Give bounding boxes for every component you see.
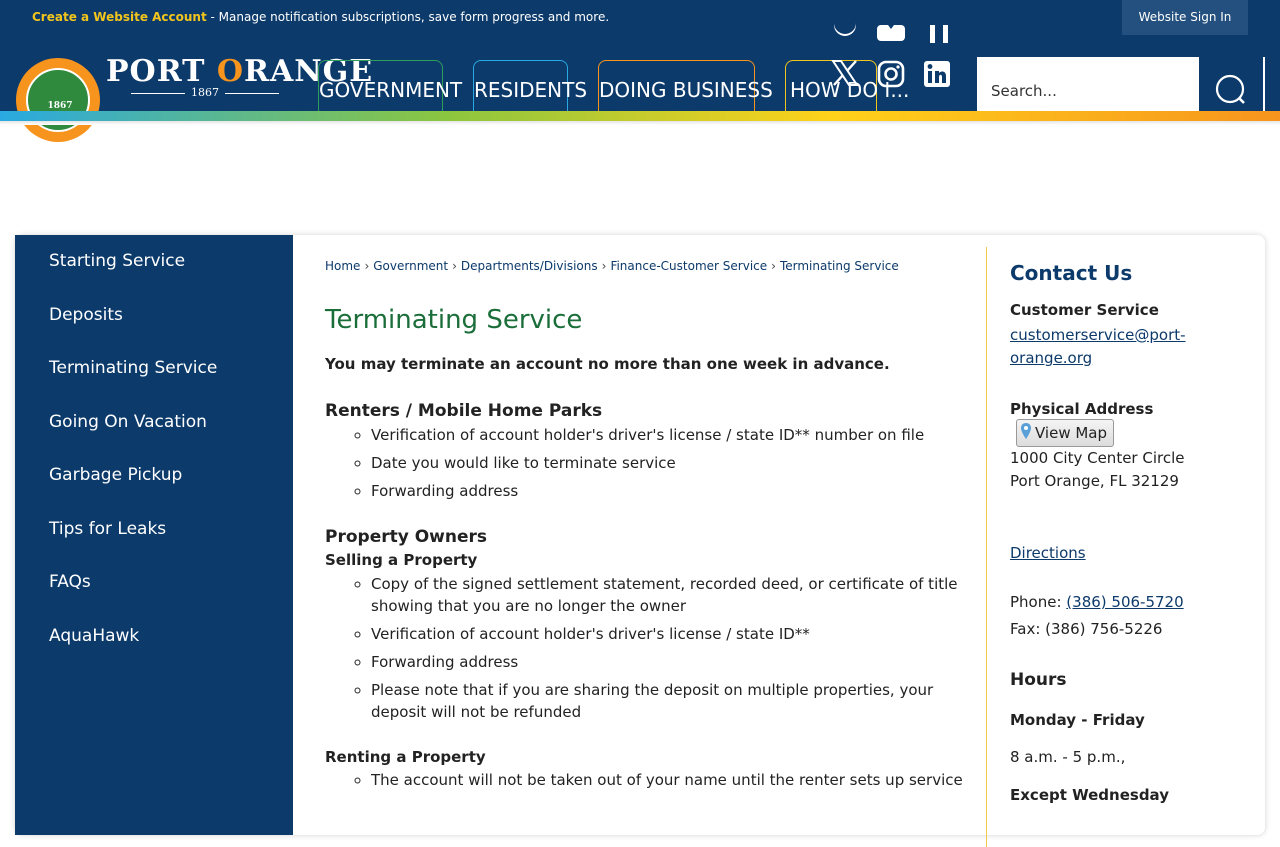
- x-icon[interactable]: [831, 59, 859, 87]
- list-item: ◦ Verification of account holder's driver's license / state ID**: [371, 623, 971, 645]
- selling-list: [371, 573, 971, 729]
- create-account-link[interactable]: Create a Website Account: [32, 10, 207, 24]
- breadcrumb-departments[interactable]: Departments/Divisions: [460, 259, 598, 273]
- address-line-2: Port Orange, FL 32129: [1010, 472, 1179, 490]
- address-label: Physical Address: [1010, 400, 1154, 418]
- site-header: [0, 35, 1280, 111]
- lead-text: You may terminate an account no more than one week in advance.: [325, 355, 890, 373]
- stripe-shadow: [0, 121, 1280, 125]
- nav-doing-business[interactable]: DOING BUSINESS: [598, 60, 755, 119]
- youtube-icon[interactable]: [877, 25, 905, 43]
- city-logo[interactable]: [14, 54, 374, 136]
- address-line-1: 1000 City Center Circle: [1010, 449, 1185, 467]
- facebook-icon[interactable]: [830, 23, 860, 45]
- notification-message: [32, 10, 609, 24]
- hours-except: Except Wednesday: [1010, 786, 1169, 804]
- search-input[interactable]: [991, 77, 1191, 105]
- owners-heading: Property Owners: [325, 527, 488, 547]
- main-card: [15, 235, 1265, 835]
- renting-heading: Renting a Property: [325, 748, 486, 766]
- list-item: ◦ Copy of the signed settlement statement, recorded deed, or certificate of title showing that you are no longer the owner: [371, 573, 971, 617]
- breadcrumb-home[interactable]: Home: [325, 259, 361, 273]
- phone-link[interactable]: (386) 506-5720: [1066, 593, 1184, 611]
- nav-government[interactable]: GOVERNMENT: [318, 60, 443, 119]
- sidenav-garbage-pickup[interactable]: Garbage Pickup: [49, 465, 183, 485]
- logo-year: 1867: [106, 86, 304, 99]
- list-item: ◦ Please note that if you are sharing the deposit on multiple properties, your deposit will not be refunded: [371, 679, 971, 723]
- directions-link[interactable]: Directions: [1010, 544, 1086, 562]
- nextdoor-icon[interactable]: [928, 25, 950, 45]
- list-item: ◦ Verification of account holder's driver's license / state ID** number on file: [371, 424, 971, 446]
- notification-bar: [0, 0, 1280, 35]
- hours-title: Hours: [1010, 670, 1067, 690]
- content-divider: [986, 247, 987, 847]
- contact-email-link[interactable]: customerservice@port- orange.org: [1010, 326, 1186, 367]
- sidenav-faqs[interactable]: FAQs: [49, 572, 91, 592]
- list-item: ◦ Date you would like to terminate service: [371, 452, 971, 474]
- fax-line: Fax: (386) 756-5226: [1010, 620, 1163, 638]
- page-title: Terminating Service: [325, 305, 583, 335]
- breadcrumb-current[interactable]: Terminating Service: [779, 259, 899, 273]
- hours-time: 8 a.m. - 5 p.m.,: [1010, 748, 1126, 766]
- city-seal-icon: 1867: [16, 58, 100, 142]
- view-map-button[interactable]: View Map: [1016, 419, 1114, 447]
- notification-text: - Manage notification subscriptions, save form progress and more.: [206, 10, 610, 24]
- instagram-icon[interactable]: [877, 60, 905, 88]
- selling-heading: Selling a Property: [325, 551, 478, 569]
- contact-dept: Customer Service: [1010, 301, 1159, 319]
- phone-line: Phone: (386) 506-5720: [1010, 593, 1184, 611]
- list-item: ◦ The account will not be taken out of your name until the renter sets up service: [371, 769, 971, 791]
- sidenav-deposits[interactable]: Deposits: [49, 305, 123, 325]
- contact-title: Contact Us: [1010, 261, 1133, 285]
- renting-list: [371, 769, 971, 797]
- hours-days: Monday - Friday: [1010, 711, 1145, 729]
- color-stripe: [0, 111, 1280, 121]
- renters-list: [371, 424, 971, 508]
- sidenav-going-on-vacation[interactable]: Going On Vacation: [49, 412, 207, 432]
- breadcrumb: Home › Government › Departments/Divisions › Finance-Customer Service › Terminating Service: [325, 259, 899, 273]
- sidenav-terminating-service[interactable]: Terminating Service: [49, 358, 218, 378]
- nav-how-do-i[interactable]: HOW DO I...: [785, 60, 877, 119]
- breadcrumb-government[interactable]: Government: [373, 259, 449, 273]
- logo-name: PORT ORANGE: [106, 54, 374, 89]
- sidenav-starting-service[interactable]: Starting Service: [49, 251, 186, 271]
- map-pin-icon: [1021, 421, 1031, 447]
- side-navigation: [15, 235, 293, 835]
- sign-in-button[interactable]: Website Sign In: [1122, 0, 1248, 35]
- list-item: ◦ Forwarding address: [371, 651, 971, 673]
- breadcrumb-finance[interactable]: Finance-Customer Service: [610, 259, 768, 273]
- nav-residents[interactable]: RESIDENTS: [473, 60, 568, 119]
- sidenav-aquahawk[interactable]: AquaHawk: [49, 626, 140, 646]
- list-item: ◦ Forwarding address: [371, 480, 971, 502]
- sidenav-tips-for-leaks[interactable]: Tips for Leaks: [49, 519, 167, 539]
- renters-heading: Renters / Mobile Home Parks: [325, 401, 603, 421]
- linkedin-icon[interactable]: [923, 60, 951, 88]
